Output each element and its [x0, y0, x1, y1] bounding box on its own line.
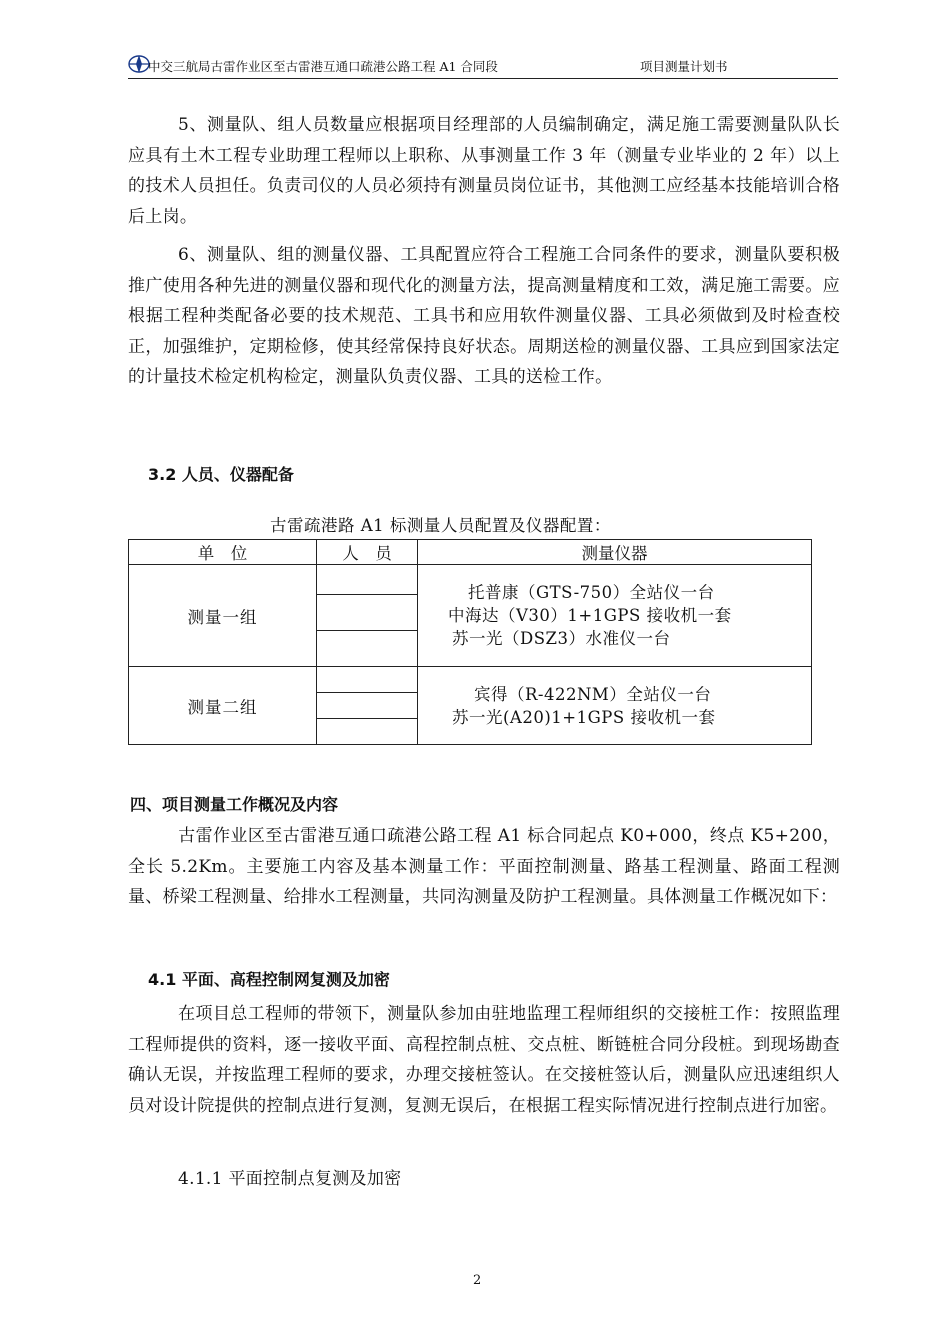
section-4-1-paragraph — [128, 999, 840, 1121]
personnel-slot — [317, 565, 417, 595]
page-number: 2 — [473, 1273, 482, 1288]
table-row — [129, 667, 812, 745]
personnel-equipment-table — [128, 539, 812, 745]
paragraph-6 — [128, 240, 840, 393]
instruments-cell — [418, 667, 812, 745]
section-4-intro-text: 古雷作业区至古雷港互通口疏港公路工程 A1 标合同起点 K0+000，终点 K5+200，全长 5.2Km。主要施工内容及基本测量工作：平面控制测量、路基工程测量、路面工程测量、桥梁工程测量、给排水工程测量，共同沟测量及防护工程测量。具体测量工作概况如下： — [128, 826, 840, 907]
section-4-heading: 四、项目测量工作概况及内容 — [130, 795, 339, 814]
personnel-slot — [317, 667, 417, 693]
personnel-slot — [317, 719, 417, 743]
unit-cell: 测量一组 — [129, 565, 317, 667]
section-4-intro — [128, 821, 840, 913]
header-project-title: 中交三航局古雷作业区至古雷港互通口疏港公路工程 A1 合同段 — [148, 59, 498, 74]
table-row — [129, 565, 812, 667]
unit-cell: 测量二组 — [129, 667, 317, 745]
section-4-1-1-heading: 4.1.1 平面控制点复测及加密 — [178, 1169, 402, 1189]
instruments-cell — [418, 565, 812, 667]
company-logo-icon — [128, 54, 150, 74]
personnel-slot — [317, 595, 417, 631]
table-header-row — [129, 540, 812, 565]
instrument-line: 宾得（R-422NM）全站仪一台 — [474, 684, 712, 704]
instrument-line: 苏一光(A20)1+1GPS 接收机一套 — [452, 707, 716, 727]
column-header-personnel: 人 员 — [317, 540, 418, 565]
paragraph-6-text: 6、测量队、组的测量仪器、工具配置应符合工程施工合同条件的要求，测量队要积极推广使用各种先进的测量仪器和现代化的测量方法，提高测量精度和工效，满足施工需要。应根据工程种类配备必要的技术规范、工具书和应用软件测量仪器、工具必须做到及时检查校正，加强维护，定期检修，使其经常保持良好状态。周期送检的测量仪器、工具应到国家法定的计量技术检定机构检定，测量队负责仪器、工具的送检工作。 — [128, 245, 840, 387]
header-doc-title: 项目测量计划书 — [640, 59, 728, 74]
personnel-cell — [317, 667, 418, 745]
paragraph-5 — [128, 110, 840, 232]
page-header — [128, 54, 838, 79]
personnel-slot — [317, 631, 417, 665]
section-4-1-paragraph-text: 在项目总工程师的带领下，测量队参加由驻地监理工程师组织的交接桩工作：按照监理工程师提供的资料，逐一接收平面、高程控制点桩、交点桩、断链桩合同分段桩。到现场勘查确认无误，并按监理工程师的要求，办理交接桩签认。在交接桩签认后，测量队应迅速组织人员对设计院提供的控制点进行复测，复测无误后，在根据工程实际情况进行控制点进行加密。 — [128, 1004, 840, 1116]
section-4-1-heading: 4.1 平面、高程控制网复测及加密 — [148, 970, 390, 989]
personnel-cell — [317, 565, 418, 667]
table-caption: 古雷疏港路 A1 标测量人员配置及仪器配置： — [270, 516, 611, 535]
personnel-slot — [317, 693, 417, 719]
instrument-line: 苏一光（DSZ3）水准仪一台 — [452, 629, 671, 648]
column-header-unit: 单 位 — [129, 540, 317, 565]
column-header-instruments: 测量仪器 — [418, 540, 812, 565]
instrument-line: 中海达（V30）1+1GPS 接收机一套 — [448, 606, 732, 625]
section-3-2-heading: 3.2 人员、仪器配备 — [148, 465, 294, 484]
instrument-line: 托普康（GTS-750）全站仪一台 — [468, 583, 715, 602]
paragraph-5-text: 5、测量队、组人员数量应根据项目经理部的人员编制确定，满足施工需要测量队队长应具有土木工程专业助理工程师以上职称、从事测量工作 3 年（测量专业毕业的 2 年）以上的技术人员担任。负责司仪的人员必须持有测量员岗位证书，其他测工应经基本技能培训合格后上岗。 — [128, 115, 840, 227]
